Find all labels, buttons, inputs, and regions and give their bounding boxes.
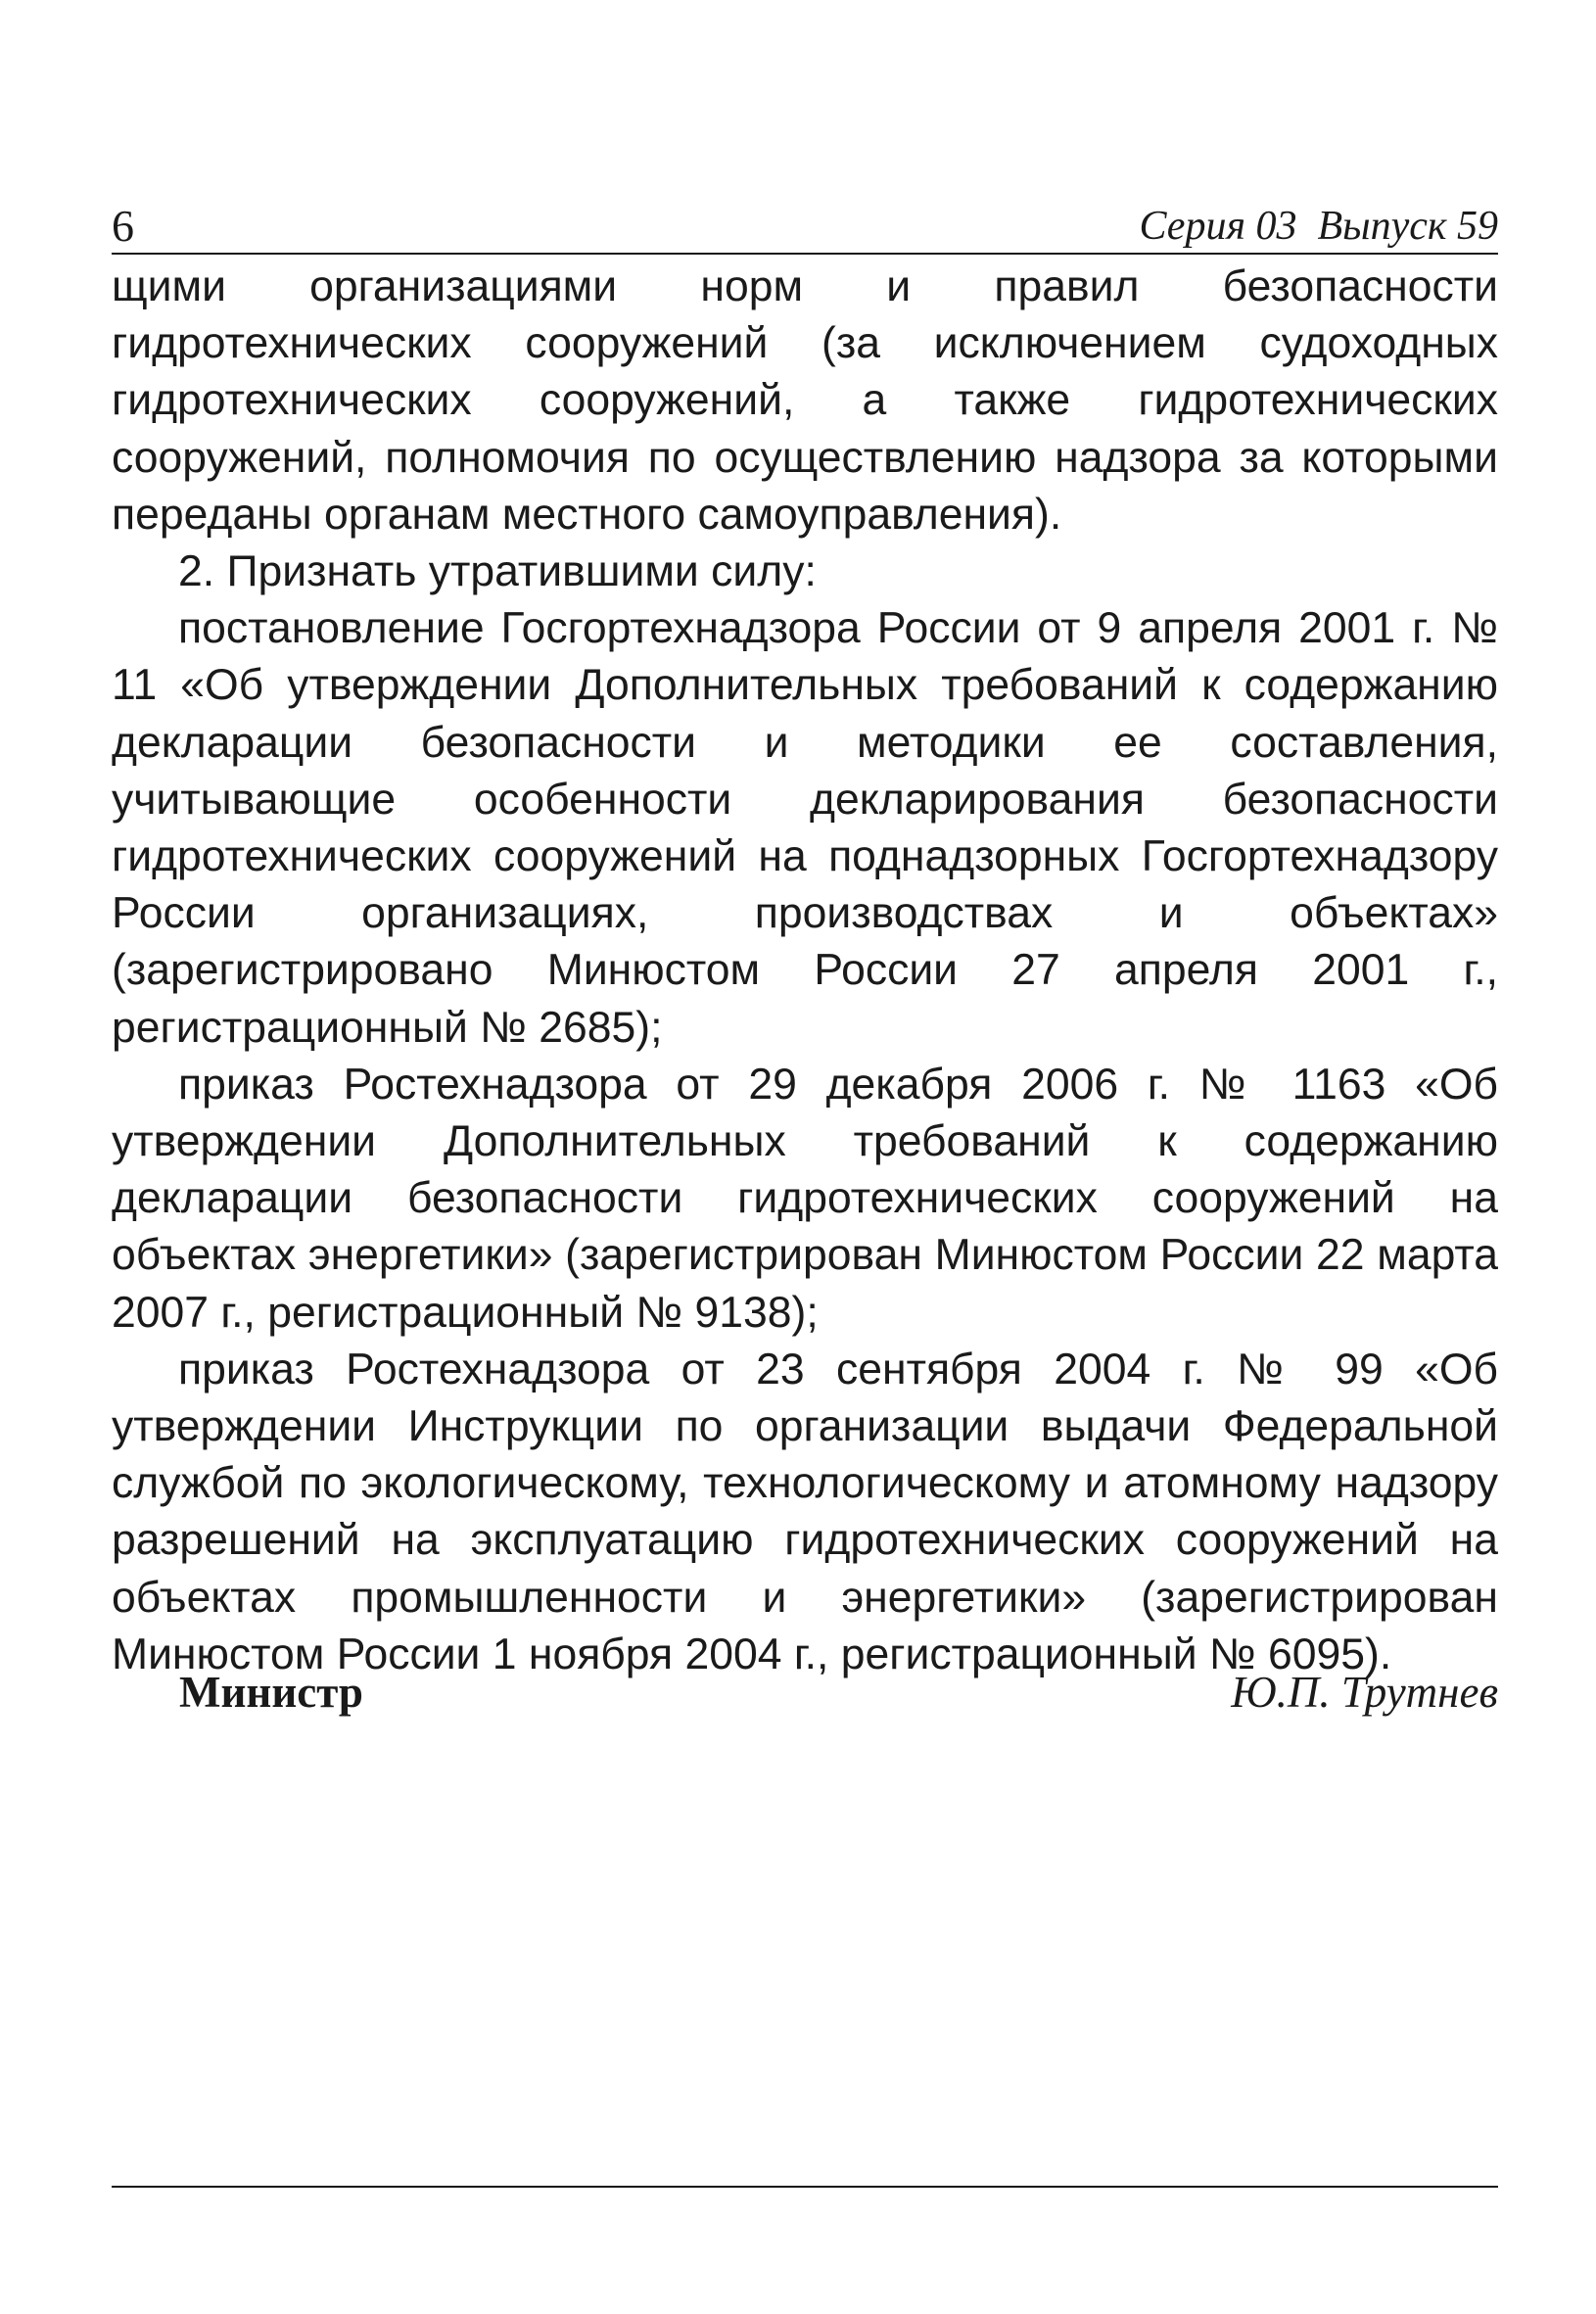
footer-rule [112, 2186, 1498, 2188]
paragraph-continuation: щими организациями норм и правил безопасности гидротехнических сооружений (за исключением судоходных гидротехнических сооружений, а также гидротехнических сооружений, полномочия по осуществлению надзора за которыми переданы органам местного самоуправления). [112, 262, 1498, 539]
page-number: 6 [112, 201, 134, 251]
signatory-name: Ю.П. Трутнев [1231, 1668, 1498, 1717]
signature-block [179, 1667, 1498, 1725]
paragraph-gosgortekhnadzor-resolution: постановление Госгортехнадзора России от 9 апреля 2001 г. № 11 «Об утверждении Дополнительных требований к содержанию декларации безопасности и методики ее составления, учитывающие особенности декларирования безопасности гидротехнических сооружений на поднадзорных Госгортехнадзору России организациях, производствах и объектах» (зарегистрировано Минюстом России 27 апреля 2001 г., регистрационный № 2685); [112, 604, 1498, 1052]
paragraph-order-1163: приказ Ростехнадзора от 29 декабря 2006 г. № 1163 «Об утверждении Дополнительных требований к содержанию декларации безопасности гидротехнических сооружений на объектах энергетики» (зарегистрирован Минюстом России 22 марта 2007 г., регистрационный № 9138); [112, 1060, 1498, 1337]
header-rule [112, 253, 1498, 255]
document-body [112, 259, 1498, 1683]
running-head: Серия 03 Выпуск 59 [1139, 204, 1498, 249]
signatory-title: Министр [179, 1668, 363, 1717]
paragraph-item-2: 2. Признать утратившими силу: [178, 547, 817, 596]
paragraph-order-99: приказ Ростехнадзора от 23 сентября 2004 г. № 99 «Об утверждении Инструкции по организации выдачи Федеральной службой по экологическому, технологическому и атомному надзору разрешений на эксплуатацию гидротехнических сооружений на объектах промышленности и энергетики» (зарегистрирован Минюстом России 1 ноября 2004 г., регистрационный № 6095). [112, 1345, 1498, 1678]
page-header [112, 192, 1498, 251]
